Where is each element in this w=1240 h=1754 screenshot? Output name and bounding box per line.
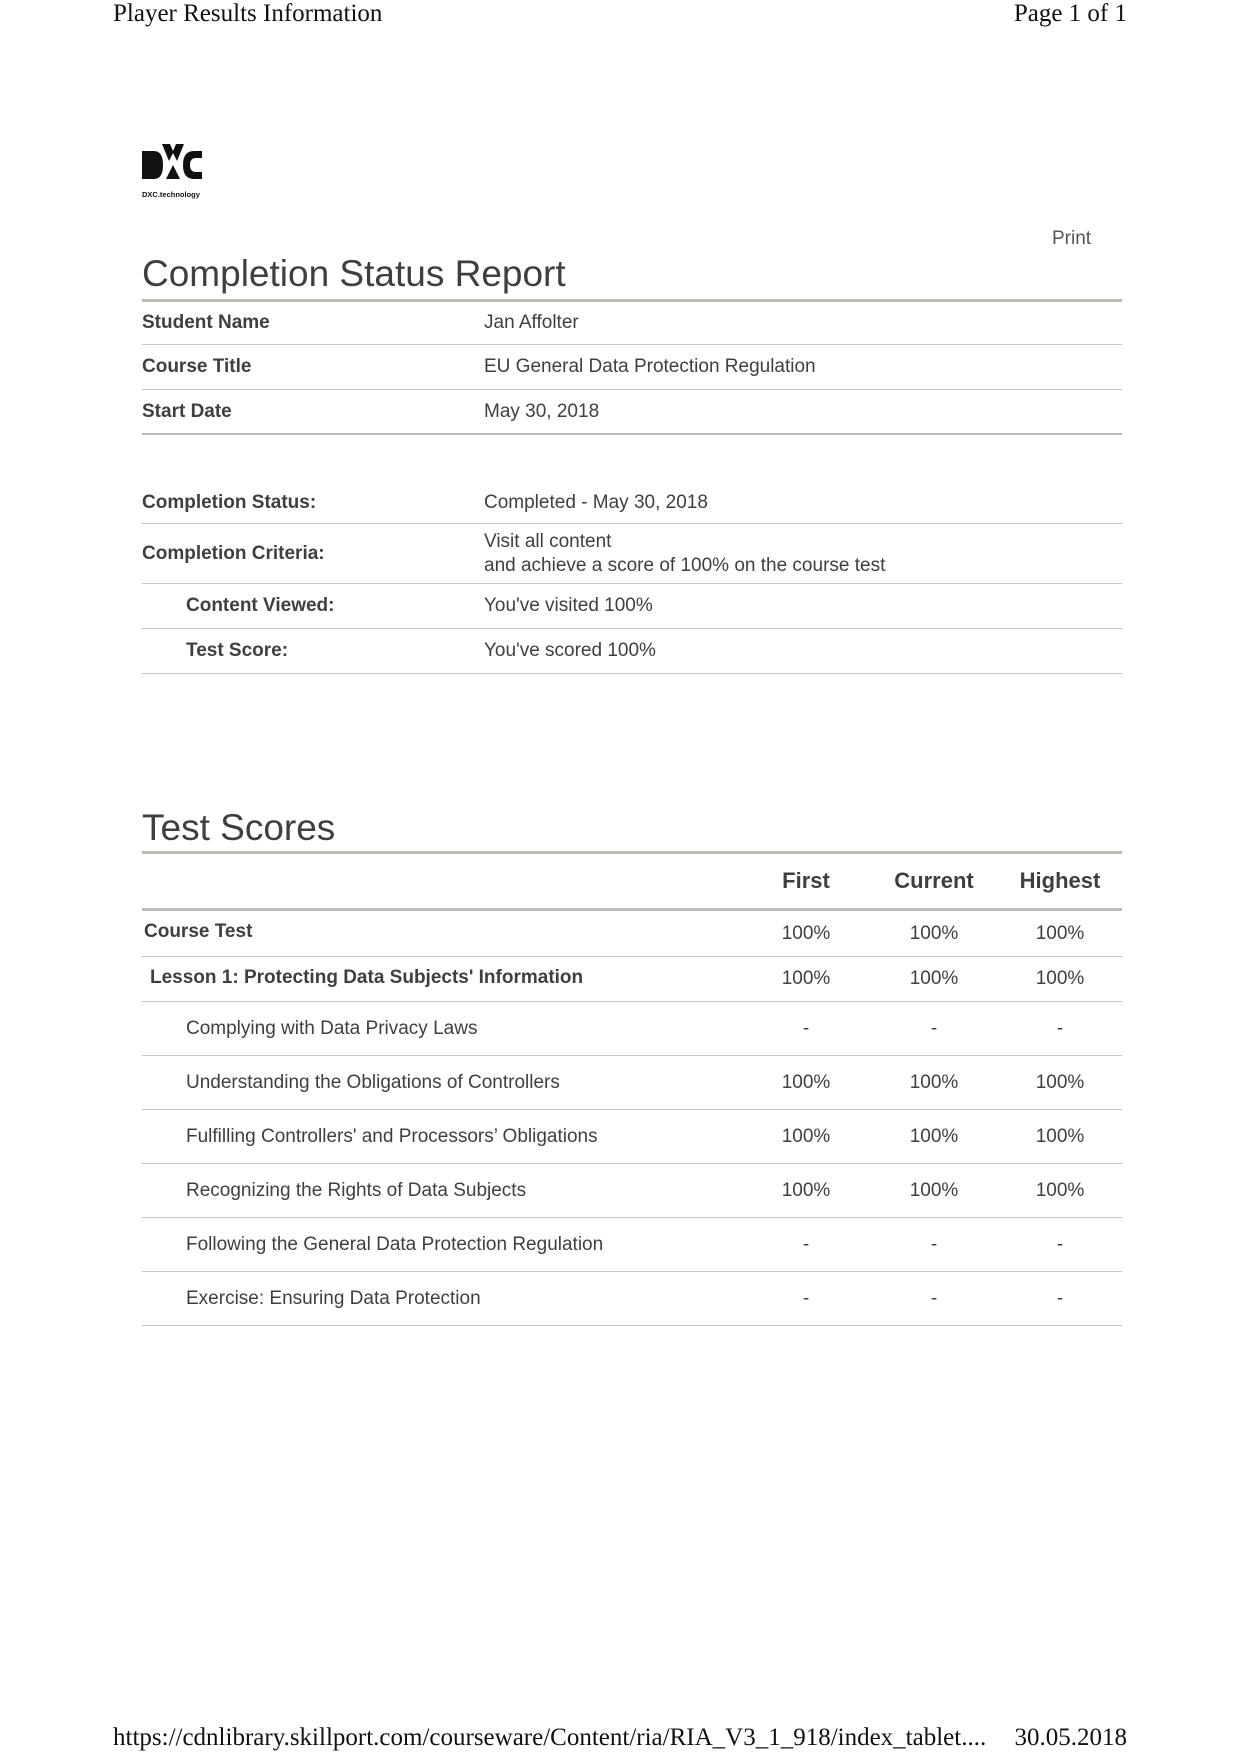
student-name-value: Jan Affolter [484, 312, 579, 333]
row-name: Understanding the Obligations of Controllers [186, 1071, 560, 1093]
current-score: - [930, 1233, 938, 1255]
page-number: Page 1 of 1 [1013, 0, 1127, 27]
highest-score: 100% [1035, 922, 1085, 944]
criteria-line-2: and achieve a score of 100% on the course test [484, 554, 886, 576]
table-row [142, 1110, 1122, 1164]
column-first: First [782, 868, 830, 893]
table-row [142, 1056, 1122, 1110]
content-viewed-row [142, 584, 1122, 629]
page-header-title: Player Results Information [113, 0, 383, 27]
first-score: - [802, 1287, 810, 1309]
print-date: 30.05.2018 [1014, 1724, 1127, 1751]
completion-status-label: Completion Status: [142, 491, 317, 513]
column-current: Current [894, 868, 974, 893]
current-score: 100% [909, 1071, 959, 1093]
completion-criteria-row [142, 524, 1122, 584]
row-name: Fulfilling Controllers' and Processors’ Obligations [186, 1125, 598, 1147]
first-score: 100% [781, 922, 831, 944]
current-score: 100% [909, 1179, 959, 1201]
dxc-logo [142, 143, 204, 201]
start-date-row [142, 390, 1122, 435]
table-row [142, 1272, 1122, 1326]
print-link[interactable]: Print [1052, 228, 1092, 249]
highest-score: 100% [1035, 968, 1085, 989]
highest-score: - [1056, 1287, 1064, 1309]
first-score: 100% [781, 1071, 831, 1093]
highest-score: - [1056, 1017, 1064, 1039]
highest-score: 100% [1035, 1071, 1085, 1093]
logo-wordmark: DXC.technology [142, 190, 200, 199]
student-name-row [142, 302, 1122, 345]
row-name: Exercise: Ensuring Data Protection [186, 1287, 481, 1309]
table-row [142, 1002, 1122, 1056]
current-score: 100% [909, 1125, 959, 1147]
row-name: Complying with Data Privacy Laws [186, 1017, 478, 1039]
column-highest: Highest [1019, 868, 1101, 893]
content-viewed-value: You've visited 100% [484, 595, 653, 616]
row-name: Following the General Data Protection Regulation [186, 1233, 604, 1255]
current-score: 100% [909, 922, 959, 944]
first-score: - [802, 1233, 810, 1255]
student-name-label: Student Name [142, 312, 270, 333]
completion-status-row [142, 482, 1122, 524]
row-name: Recognizing the Rights of Data Subjects [186, 1179, 527, 1201]
test-score-label: Test Score: [186, 640, 289, 661]
table-row [142, 910, 1122, 957]
first-score: 100% [781, 1125, 831, 1147]
current-score: 100% [909, 968, 959, 989]
course-title-value: EU General Data Protection Regulation [484, 356, 816, 377]
start-date-value: May 30, 2018 [484, 400, 600, 422]
table-row [142, 1164, 1122, 1218]
test-score-row [142, 629, 1122, 674]
highest-score: 100% [1035, 1179, 1085, 1201]
table-header-row [142, 854, 1122, 910]
test-score-value: You've scored 100% [484, 640, 656, 661]
first-score: - [802, 1017, 810, 1039]
table-row [142, 957, 1122, 1002]
completion-criteria-label: Completion Criteria: [142, 542, 325, 564]
first-score: 100% [781, 968, 831, 989]
criteria-line-1: Visit all content [484, 530, 612, 552]
completion-status-value: Completed - May 30, 2018 [484, 491, 708, 513]
test-scores-title: Test Scores [142, 807, 1122, 854]
current-score: - [930, 1287, 938, 1309]
course-title-row [142, 345, 1122, 390]
table-row [142, 1218, 1122, 1272]
report-title: Completion Status Report [142, 253, 1122, 302]
page-url: https://cdnlibrary.skillport.com/courseware/Content/ria/RIA_V3_1_918/index_tablet.... [113, 1724, 987, 1751]
highest-score: 100% [1035, 1125, 1085, 1147]
content-viewed-label: Content Viewed: [186, 595, 335, 616]
row-name: Course Test [144, 921, 253, 942]
test-scores-table [142, 854, 1122, 1326]
highest-score: - [1056, 1233, 1064, 1255]
first-score: 100% [781, 1179, 831, 1201]
completion-criteria-value [484, 530, 1122, 578]
row-name: Lesson 1: Protecting Data Subjects' Information [150, 967, 584, 988]
start-date-label: Start Date [142, 400, 232, 422]
current-score: - [930, 1017, 938, 1039]
course-title-label: Course Title [142, 356, 252, 377]
